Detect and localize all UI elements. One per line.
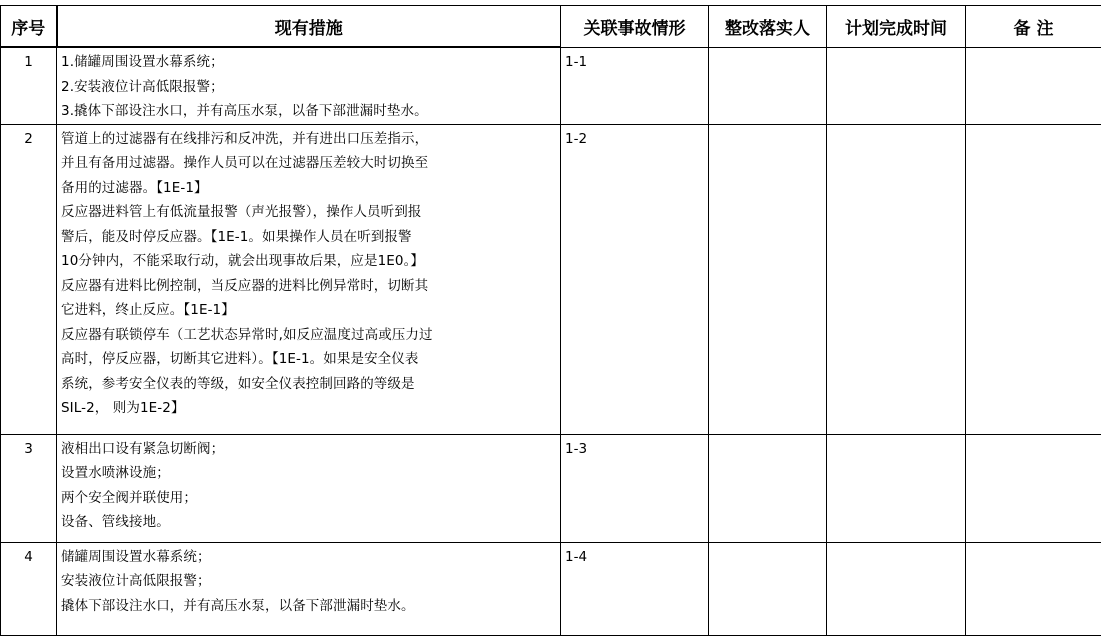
measure-line: 并且有备用过滤器。操作人员可以在过滤器压差较大时切换至	[61, 151, 556, 176]
measure-line: 警后，能及时停反应器。【1E-1。如果操作人员在听到报警	[61, 225, 556, 250]
measure-line: 系统，参考安全仪表的等级，如安全仪表控制回路的等级是	[61, 372, 556, 397]
cell-no[interactable]: 2	[1, 124, 57, 434]
cell-owner[interactable]	[709, 47, 827, 124]
measure-line: 液相出口设有紧急切断阀；	[61, 437, 556, 462]
header-row	[1, 6, 1101, 48]
table-row	[1, 542, 1101, 635]
measure-line: 10分钟内，不能采取行动，就会出现事故后果，应是1E0。】	[61, 249, 556, 274]
cell-case[interactable]: 1-1	[561, 47, 709, 124]
header-no: 序号	[1, 6, 57, 48]
table-row	[1, 124, 1101, 434]
cell-owner[interactable]	[709, 434, 827, 542]
header-case: 关联事故情形	[561, 6, 709, 48]
measure-line: 备用的过滤器。【1E-1】	[61, 176, 556, 201]
cell-no[interactable]: 1	[1, 47, 57, 124]
measure-line: 撬体下部设注水口，并有高压水泵，以备下部泄漏时垫水。	[61, 594, 556, 619]
measure-line: 设备、管线接地。	[61, 510, 556, 535]
cell-measure[interactable]	[57, 47, 561, 124]
cell-time[interactable]	[827, 124, 966, 434]
cell-owner[interactable]	[709, 542, 827, 635]
cell-time[interactable]	[827, 542, 966, 635]
measure-line: 3.撬体下部设注水口，并有高压水泵，以备下部泄漏时垫水。	[61, 99, 556, 124]
cell-case[interactable]: 1-2	[561, 124, 709, 434]
measure-line: SIL-2， 则为1E-2】	[61, 396, 556, 421]
cell-no[interactable]: 3	[1, 434, 57, 542]
cell-note[interactable]	[966, 434, 1101, 542]
cell-time[interactable]	[827, 434, 966, 542]
measure-line: 储罐周围设置水幕系统；	[61, 545, 556, 570]
table-row	[1, 434, 1101, 542]
measure-line: 反应器有联锁停车（工艺状态异常时,如反应温度过高或压力过	[61, 323, 556, 348]
cell-measure[interactable]	[57, 124, 561, 434]
measure-line: 反应器有进料比例控制，当反应器的进料比例异常时，切断其	[61, 274, 556, 299]
measure-line: 设置水喷淋设施；	[61, 461, 556, 486]
cell-case[interactable]: 1-3	[561, 434, 709, 542]
measure-line: 1.储罐周围设置水幕系统；	[61, 50, 556, 75]
table-row	[1, 47, 1101, 124]
measure-line: 2.安装液位计高低限报警；	[61, 75, 556, 100]
cell-measure[interactable]	[57, 434, 561, 542]
header-note: 备 注	[966, 6, 1101, 48]
header-measure: 现有措施	[57, 6, 561, 48]
measure-line: 管道上的过滤器有在线排污和反冲洗，并有进出口压差指示，	[61, 127, 556, 152]
cell-time[interactable]	[827, 47, 966, 124]
cell-note[interactable]	[966, 47, 1101, 124]
cell-note[interactable]	[966, 124, 1101, 434]
cell-owner[interactable]	[709, 124, 827, 434]
cell-case[interactable]: 1-4	[561, 542, 709, 635]
measures-table	[0, 5, 1101, 636]
header-owner: 整改落实人	[709, 6, 827, 48]
measure-line: 它进料，终止反应。【1E-1】	[61, 298, 556, 323]
cell-note[interactable]	[966, 542, 1101, 635]
cell-measure[interactable]	[57, 542, 561, 635]
measure-line: 两个安全阀并联使用；	[61, 486, 556, 511]
measure-line: 安装液位计高低限报警；	[61, 569, 556, 594]
cell-no[interactable]: 4	[1, 542, 57, 635]
measure-line: 反应器进料管上有低流量报警（声光报警），操作人员听到报	[61, 200, 556, 225]
header-time: 计划完成时间	[827, 6, 966, 48]
measure-line: 高时，停反应器，切断其它进料）。【1E-1。如果是安全仪表	[61, 347, 556, 372]
